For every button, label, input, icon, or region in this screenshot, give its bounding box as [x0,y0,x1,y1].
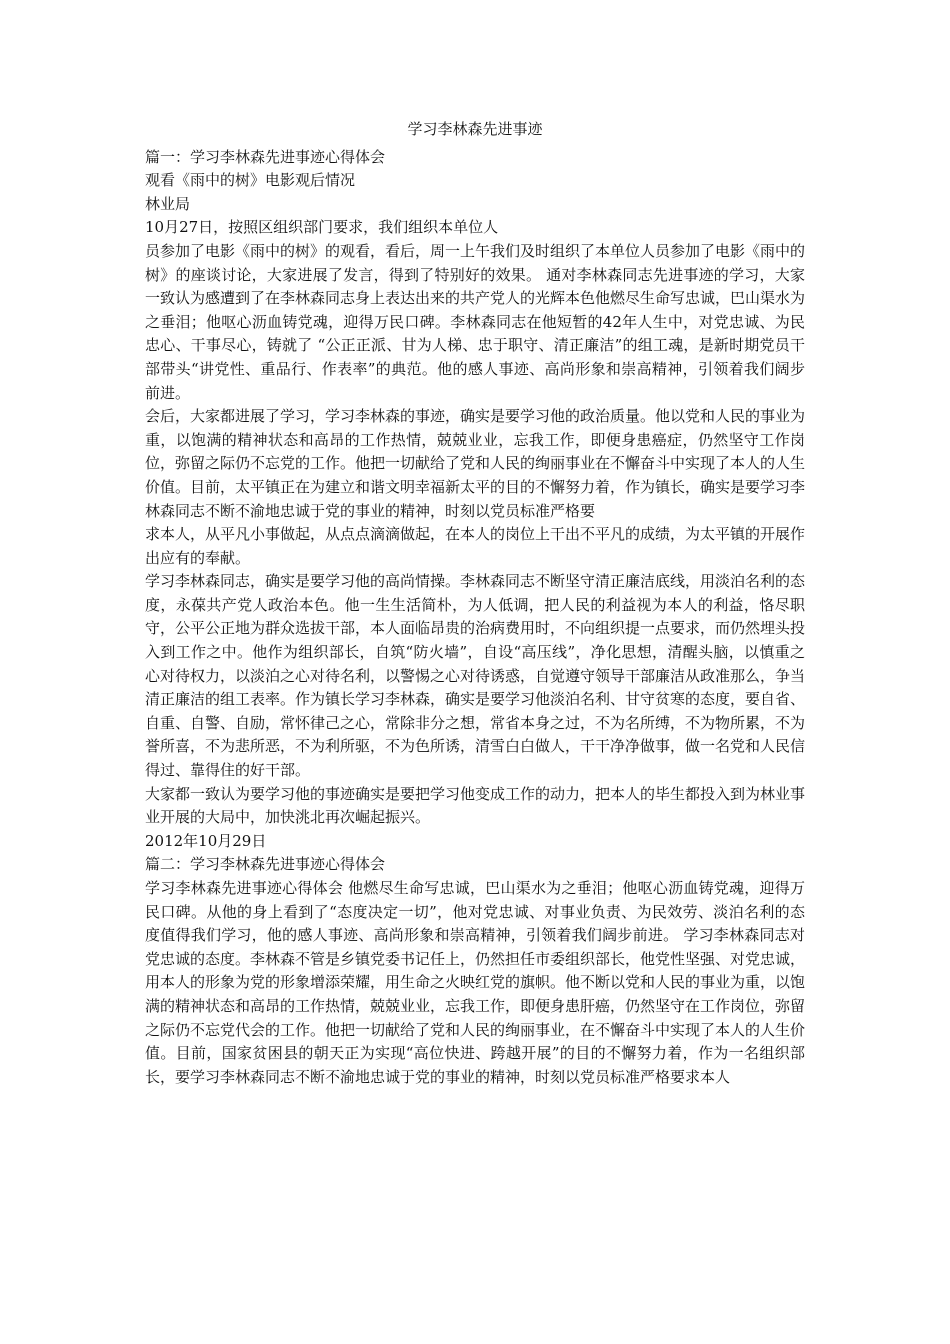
paragraph-subtitle: 观看《雨中的树》电影观后情况 [145,171,356,190]
paragraph-heading-2: 篇二：学习李林森先进事迹心得体会 [145,855,386,874]
document-title: 学习李林森先进事迹 [407,120,543,138]
paragraph-organization: 林业局 [145,194,191,213]
paragraph-body-3: 求本人，从平凡小事做起，从点点滴滴做起，在本人的岗位上干出不平凡的成绩，为太平镇的开展作出应有的奉献。 [145,525,806,567]
paragraph-heading-1: 篇一：学习李林森先进事迹心得体会 [145,147,386,166]
document-page [145,118,805,1089]
paragraph-body-5: 大家都一致认为要学习他的事迹确实是要把学习他变成工作的动力，把本人的毕生都投入到为林业事业开展的大局中，加快洮北再次崛起振兴。 [145,784,806,827]
paragraph-date: 2012年10月29日 [145,831,267,850]
paragraph-body-1: 员参加了电影《雨中的树》的观看，看后，周一上午我们及时组织了本单位人员参加了电影《雨中的树》的座谈讨论，大家进展了发言，得到了特别好的效果。 通对李林森同志先进事迹的学习，大家一致认为感遭到了在李林森同志身上表达出来的共产党人的光辉本色他燃尽生命写忠诚，巴山渠水为之垂泪；他呕心沥血铸党魂，迎得万民口碑。李林森同志在他短暂的42年人生中，对党忠诚、为民忠心、干事尽心，铸就了 “公正正派、甘为人梯、忠于职守、清正廉洁”的组工魂，是新时期党员干部带头“讲党性、重品行、作表率”的典范。他的感人事迹、高尚形象和崇高精神，引领着我们阔步前进。 [145,241,806,402]
paragraph-body-6: 学习李林森先进事迹心得体会 他燃尽生命写忠诚，巴山渠水为之垂泪；他呕心沥血铸党魂，迎得万民口碑。从他的身上看到了“态度决定一切”，他对党忠诚、对事业负责、为民效劳、淡泊名利的态度值得我们学习，他的感人事迹、高尚形象和崇高精神，引领着我们阔步前进。 学习李林森同志对党忠诚的态度。李林森不管是乡镇党委书记任上，仍然担任市委组织部长，他党性坚强、对党忠诚，用本人的形象为党的形象增添荣耀，用生命之火映红党的旗帜。他不断以党和人民的事业为重，以饱满的精神状态和高昂的工作热情，兢兢业业，忘我工作，即便身患肝癌，仍然坚守在工作岗位，弥留之际仍不忘党代会的工作。他把一切献给了党和人民的绚丽事业，在不懈奋斗中实现了本人的人生价值。目前，国家贫困县的朝天正为实现“高位快进、跨越开展”的目的不懈努力着，作为一名组织部长，要学习李林森同志不断不渝地忠诚于党的事业的精神，时刻以党员标准严格要求本人 [145,879,806,1086]
paragraph-date-intro: 10月27日，按照区组织部门要求，我们组织本单位人 [145,218,499,237]
paragraph-body-4: 学习李林森同志，确实是要学习他的高尚情操。李林森同志不断坚守清正廉洁底线，用淡泊名利的态度，永葆共产党人政治本色。他一生生活简朴，为人低调，把人民的利益视为本人的利益，恪尽职守，公平公正地为群众选拔干部，本人面临昂贵的治病费用时，不向组织提一点要求，而仍然埋头投入到工作之中。他作为组织部长，自筑“防火墙”，自设“高压线”，净化思想，清醒头脑，以慎重之心对待权力，以淡泊之心对待名利，以警惕之心对待诱惑，自觉遵守领导干部廉洁从政准那么，争当清正廉洁的组工表率。作为镇长学习李林森，确实是要学习他淡泊名利、甘守贫寒的态度，要自省、自重、自警、自励，常怀律己之心，常除非分之想，常省本身之过，不为名所缚，不为物所累，不为誉所喜，不为悲所恶，不为利所驱，不为色所诱，清雪白白做人，干干净净做事，做一名党和人民信得过、靠得住的好干部。 [145,572,806,780]
paragraph-body-2: 会后，大家都进展了学习，学习李林森的事迹，确实是要学习他的政治质量。他以党和人民的事业为重，以饱满的精神状态和高昂的工作热情，兢兢业业，忘我工作，即便身患癌症，仍然坚守工作岗位，弥留之际仍不忘党的工作。他把一切献给了党和人民的绚丽事业在不懈奋斗中实现了本人的人生价值。目前，太平镇正在为建立和谐文明幸福新太平的目的不懈努力着，作为镇长，确实是要学习李林森同志不断不渝地忠诚于党的事业的精神，时刻以党员标准严格要 [145,407,806,520]
